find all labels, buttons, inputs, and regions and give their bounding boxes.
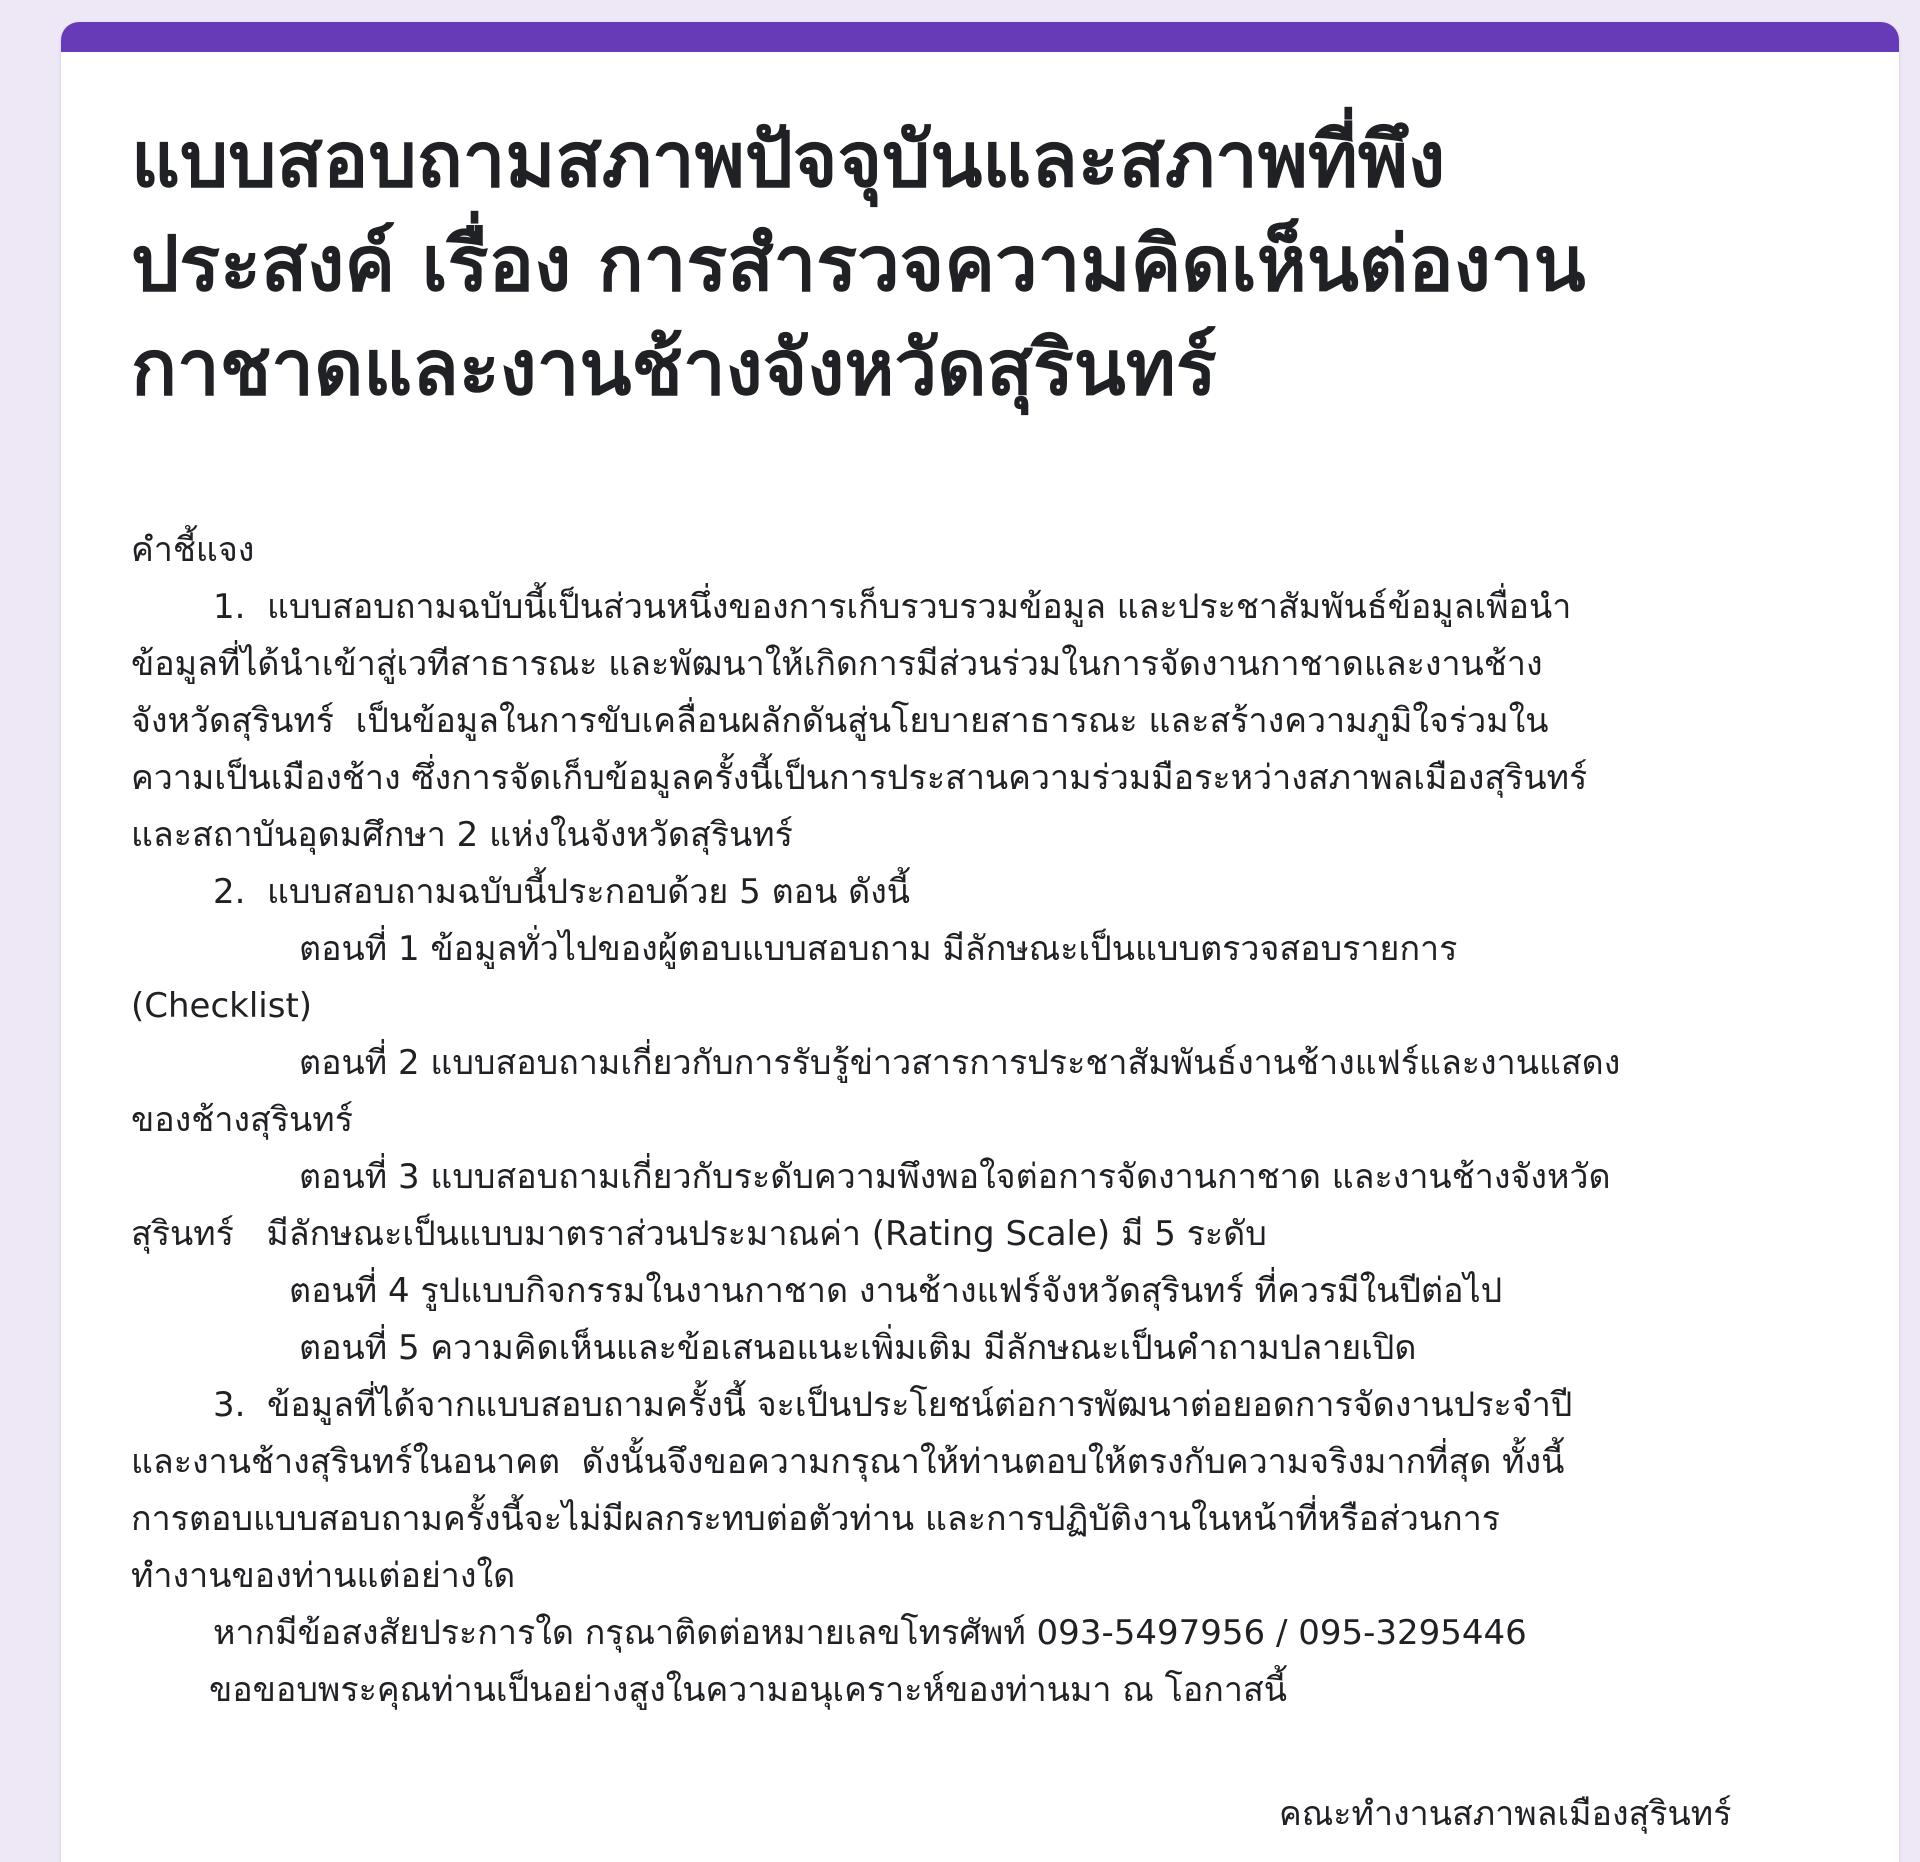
description-line: และสถาบันอุดมศึกษา 2 แห่งในจังหวัดสุรินทร์ — [131, 815, 793, 855]
form-signature: คณะทำงานสภาพลเมืองสุรินทร์ — [1279, 1794, 1732, 1834]
description-contact-line: หากมีข้อสงสัยประการใด กรุณาติดต่อหมายเลขโทรศัพท์ 093-5497956 / 095-3295446 — [213, 1613, 1527, 1653]
form-header-card — [61, 22, 1899, 1862]
description-line: 1. แบบสอบถามฉบับนี้เป็นส่วนหนึ่งของการเก็บรวบรวมข้อมูล และประชาสัมพันธ์ข้อมูลเพื่อนำ — [213, 587, 1572, 627]
form-description — [131, 522, 1891, 1719]
description-line: ตอนที่ 5 ความคิดเห็นและข้อเสนอแนะเพิ่มเติม มีลักษณะเป็นคำถามปลายเปิด — [299, 1328, 1417, 1368]
description-heading: คำชี้แจง — [131, 530, 255, 570]
form-title-line: ประสงค์ เรื่อง การสำรวจความคิดเห็นต่องาน — [131, 219, 1586, 308]
description-line: 2. แบบสอบถามฉบับนี้ประกอบด้วย 5 ตอน ดังนี้ — [213, 872, 911, 912]
form-title-line: แบบสอบถามสภาพปัจจุบันและสภาพที่พึง — [131, 115, 1446, 204]
description-line: ความเป็นเมืองช้าง ซึ่งการจัดเก็บข้อมูลครั้งนี้เป็นการประสานความร่วมมือระหว่างสภาพลเมืองสุรินทร์ — [131, 758, 1588, 798]
description-line: ทำงานของท่านแต่อย่างใด — [131, 1556, 516, 1596]
description-thanks-line: ขอขอบพระคุณท่านเป็นอย่างสูงในความอนุเคราะห์ของท่านมา ณ โอกาสนี้ — [209, 1670, 1287, 1710]
form-title — [131, 108, 1831, 420]
form-title-line: กาชาดและงานช้างจังหวัดสุรินทร์ — [131, 323, 1217, 412]
description-line: ตอนที่ 3 แบบสอบถามเกี่ยวกับระดับความพึงพอใจต่อการจัดงานกาชาด และงานช้างจังหวัด — [299, 1157, 1611, 1197]
description-line: ตอนที่ 1 ข้อมูลทั่วไปของผู้ตอบแบบสอบถาม มีลักษณะเป็นแบบตรวจสอบรายการ — [299, 929, 1458, 969]
description-line: ข้อมูลที่ได้นำเข้าสู่เวทีสาธารณะ และพัฒนาให้เกิดการมีส่วนร่วมในการจัดงานกาชาดและงานช้าง — [131, 644, 1543, 684]
description-line: 3. ข้อมูลที่ได้จากแบบสอบถามครั้งนี้ จะเป็นประโยชน์ต่อการพัฒนาต่อยอดการจัดงานประจำปี — [213, 1385, 1573, 1425]
form-accent-bar — [61, 22, 1899, 52]
description-line: ของช้างสุรินทร์ — [131, 1100, 353, 1140]
description-line: จังหวัดสุรินทร์ เป็นข้อมูลในการขับเคลื่อนผลักดันสู่นโยบายสาธารณะ และสร้างความภูมิใจร่วมใน — [131, 701, 1549, 741]
description-line: (Checklist) — [131, 986, 313, 1026]
description-line: สุรินทร์ มีลักษณะเป็นแบบมาตราส่วนประมาณค่า (Rating Scale) มี 5 ระดับ — [131, 1214, 1267, 1254]
description-line: และงานช้างสุรินทร์ในอนาคต ดังนั้นจึงขอความกรุณาให้ท่านตอบให้ตรงกับความจริงมากที่สุด ทั้งนี้ — [131, 1442, 1565, 1482]
description-line: การตอบแบบสอบถามครั้งนี้จะไม่มีผลกระทบต่อตัวท่าน และการปฏิบัติงานในหน้าที่หรือส่วนการ — [131, 1499, 1501, 1539]
description-line: ตอนที่ 4 รูปแบบกิจกรรมในงานกาชาด งานช้างแฟร์จังหวัดสุรินทร์ ที่ควรมีในปีต่อไป — [289, 1271, 1503, 1311]
description-line: ตอนที่ 2 แบบสอบถามเกี่ยวกับการรับรู้ข่าวสารการประชาสัมพันธ์งานช้างแฟร์และงานแสดง — [299, 1043, 1621, 1083]
